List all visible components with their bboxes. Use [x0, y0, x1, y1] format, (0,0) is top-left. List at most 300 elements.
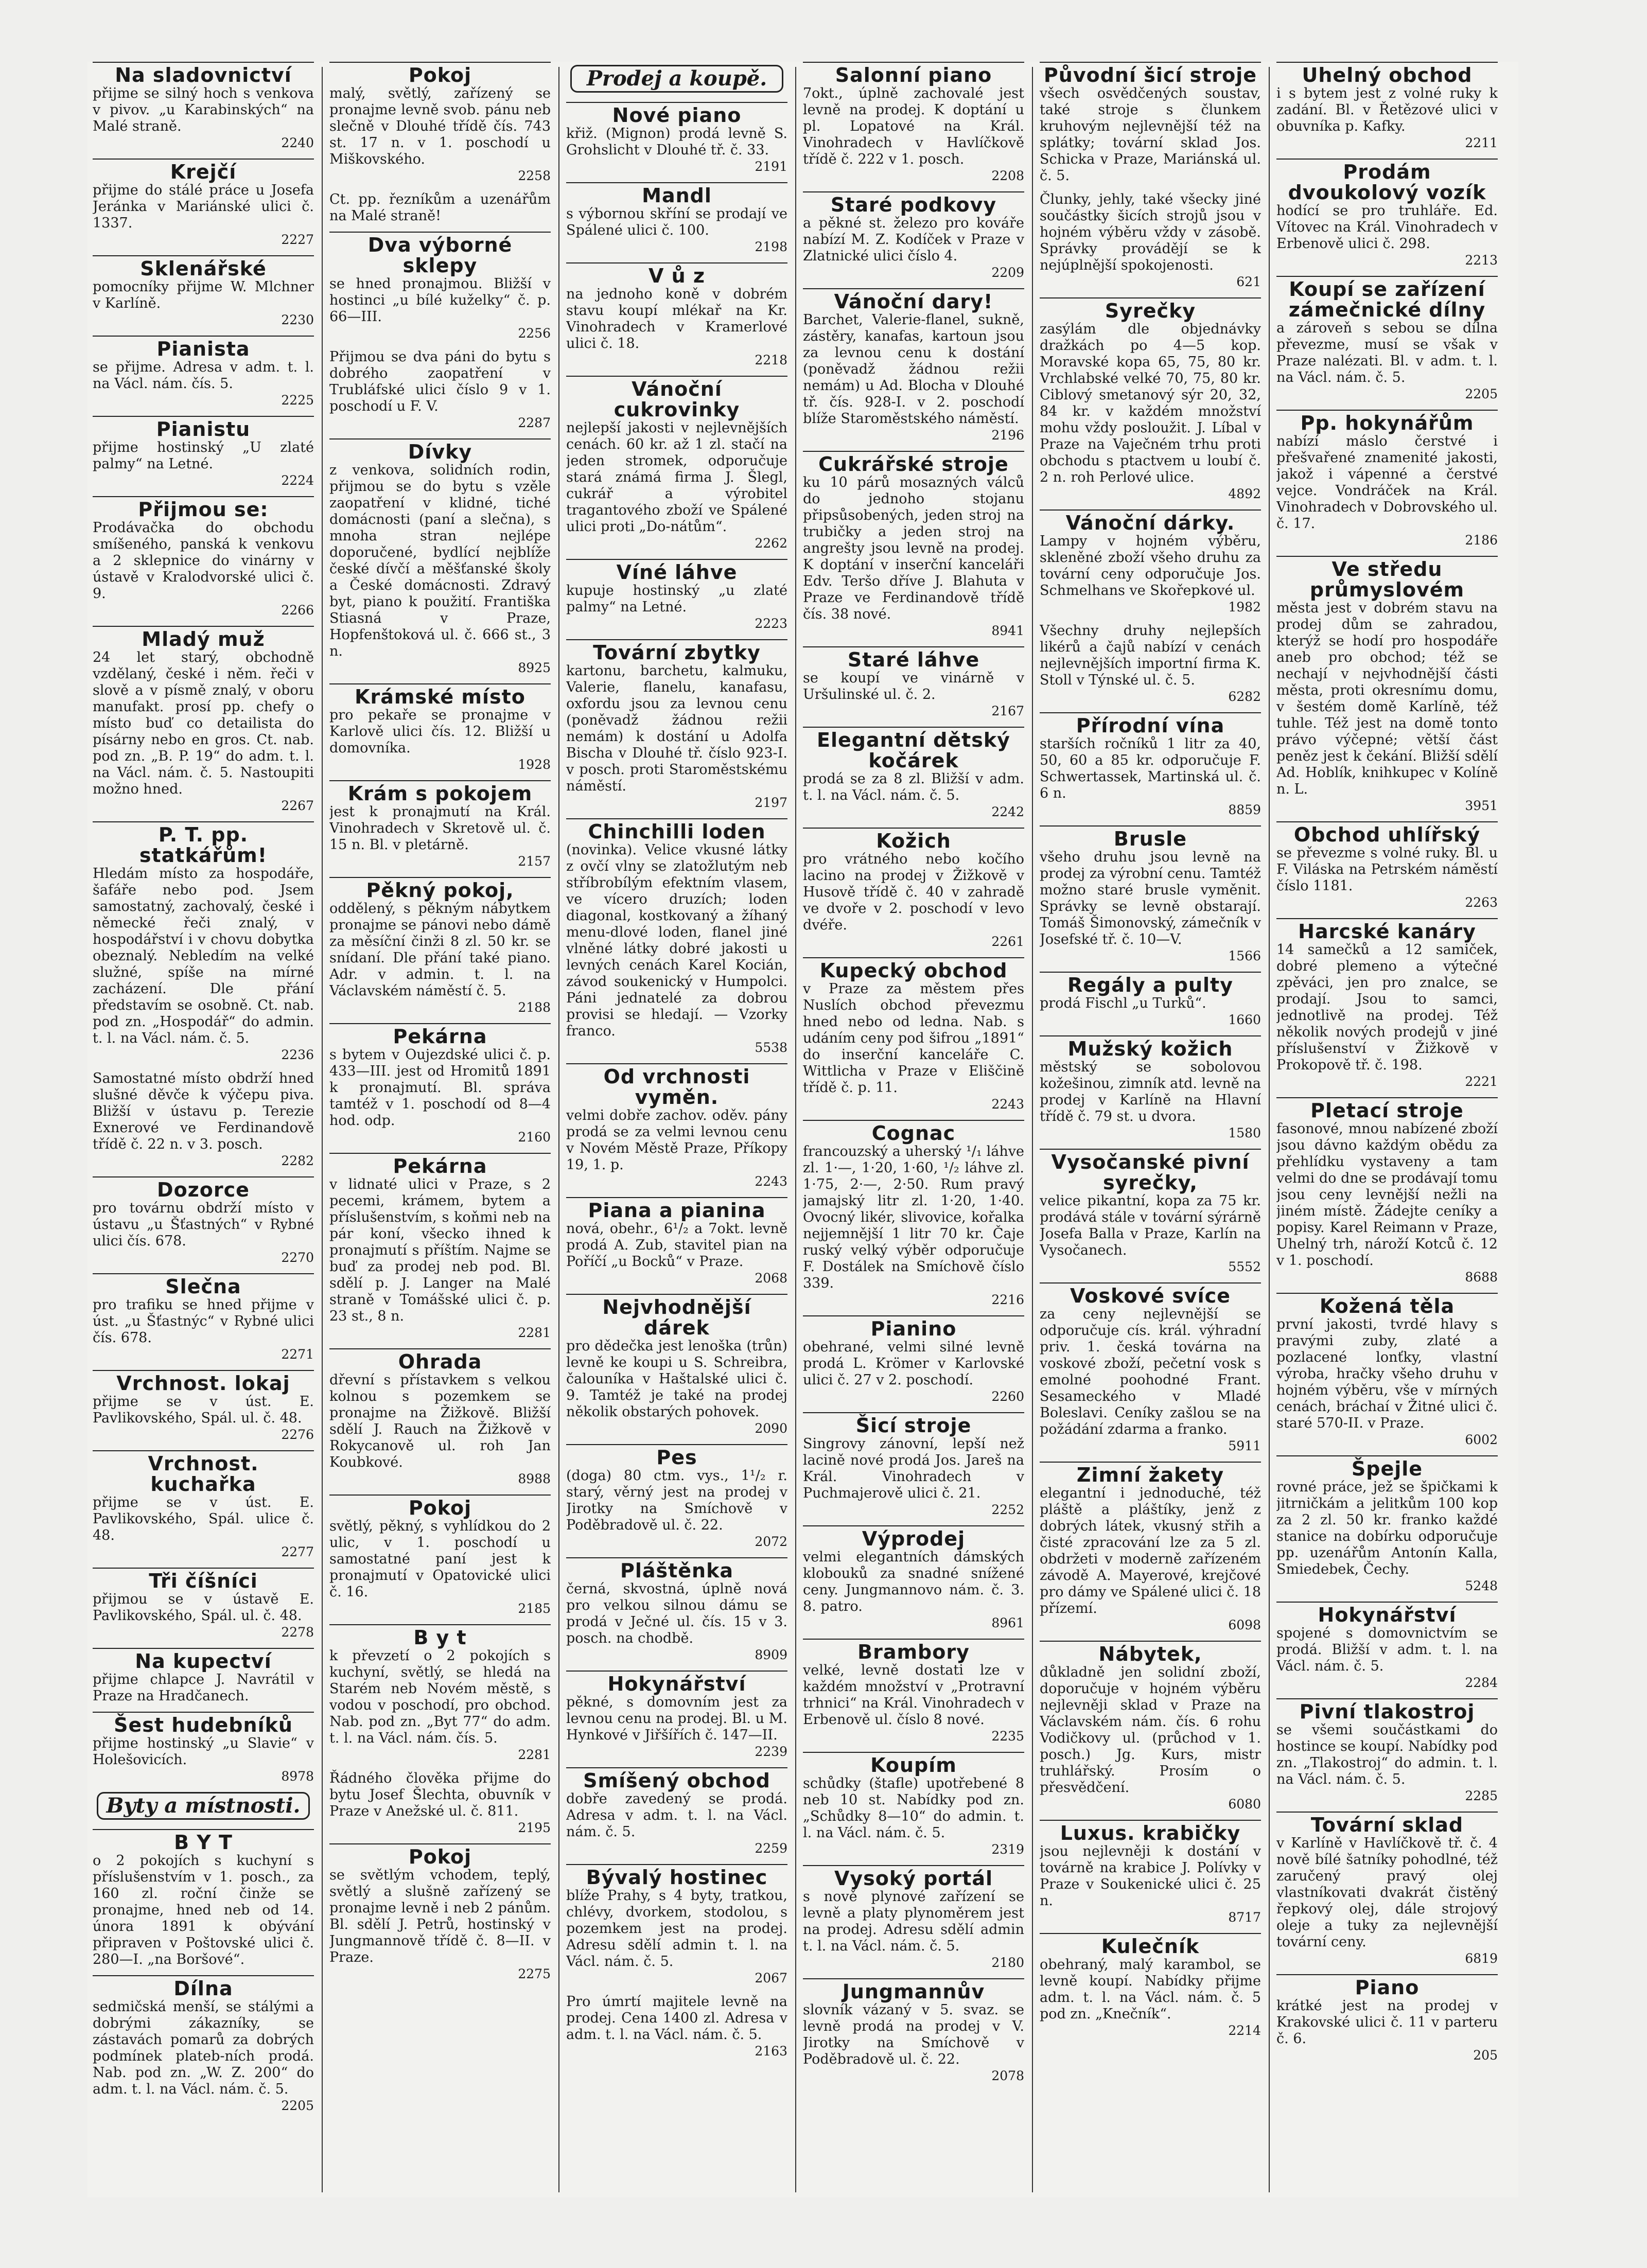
classified-ad — [803, 1525, 1024, 1631]
ad-body: pro trafiku se hned přijme v úst. „u Šťastnýc“ v Rybné ulici čís. 678. — [93, 1297, 314, 1346]
ad-number: 2078 — [991, 2068, 1024, 2083]
classified-ad — [93, 159, 314, 248]
ad-heading: Dílna — [93, 1975, 314, 1999]
classified-ad — [93, 1176, 314, 1266]
ad-body: Barchet, Valerie-flanel, sukně, zástěry, kanafas, kartoun jsou za levnou cenu k dostání (poněvadž žádnou režii nemám) u Ad. Blocha v Dlouhé tř. čís. 928-I. v 2. poschodí blíže Staroměstského náměstí. — [803, 312, 1024, 427]
classified-ad — [329, 1348, 551, 1487]
ad-body: (doga) 80 ctm. vys., 1¹/₂ r. starý, věrný jest na prodej v Jirotky na Smíchově v Poděbradově ul. č. 22. — [566, 1468, 787, 1533]
ad-heading: Krámské místo — [329, 683, 551, 707]
ad-number: 2180 — [991, 1955, 1024, 1970]
ad-heading: Krejčí — [93, 159, 314, 182]
classified-ad — [329, 877, 551, 1016]
ad-number: 2281 — [518, 1747, 551, 1762]
ad-number: 2227 — [281, 232, 314, 247]
ad-number: 2281 — [518, 1325, 551, 1340]
ad-number: 2068 — [755, 1271, 787, 1286]
ad-heading: Pianista — [93, 336, 314, 359]
ad-body: Singrovy zánovní, lepší než lacině nové prodá Jos. Jareš na Král. Vinohradech v Puchmajerově ulici č. 21. — [803, 1436, 1024, 1501]
classified-ad — [803, 1639, 1024, 1745]
ad-heading: Harcské kanáry — [1276, 918, 1498, 942]
classified-ad — [329, 1153, 551, 1341]
ad-body: křiž. (Mignon) prodá levně S. Grohslicht v Dlouhé tř. č. 33. — [566, 126, 787, 158]
ad-number: 2072 — [755, 1534, 787, 1549]
classified-ad — [1040, 1820, 1261, 1926]
classified-ad — [93, 62, 314, 151]
ad-body: nabízí máslo čerstvé i přešvařené znamenité jakosti, jakož i vápenné a čerstvé vejce. Vondráček na Král. Vinohradech v Dobrovského ul. č. 17. — [1276, 433, 1498, 532]
ad-body: města jest v dobrém stavu na prodej dům se zahradou, kterýž se hodí pro hospodáře aneb pro obchod; též se nechají v nejvhodnější části města, proti okresnímu domu, v šestém domě Karlíně, též tuhle. Též jest na domě tonto právo výčepné; větší část peněz jest k čekání. Bližší sdělí Ad. Hoblík, knihkupec v Kolíně n. L. — [1276, 600, 1498, 797]
ad-number: 2188 — [518, 1000, 551, 1015]
classified-ad — [329, 1770, 551, 1836]
classified-ad — [1276, 1097, 1498, 1286]
classified-ad — [566, 1557, 787, 1663]
ad-heading: Na sladovnictví — [93, 62, 314, 85]
ad-heading: Vánoční cukrovinky — [566, 376, 787, 420]
ad-heading: Pp. hokynářům — [1276, 410, 1498, 433]
ad-heading: Bývalý hostinec — [566, 1864, 787, 1888]
ad-heading: Sklenářské — [93, 255, 314, 279]
ad-heading: Ohrada — [329, 1348, 551, 1372]
ad-number: 2242 — [991, 804, 1024, 819]
ad-heading: V ů z — [566, 262, 787, 286]
ad-heading: Vysočanské pivní syrečky, — [1040, 1149, 1261, 1193]
ad-number: 5248 — [1465, 1578, 1498, 1593]
ad-heading: Mladý muž — [93, 626, 314, 649]
ad-number: 1566 — [1228, 948, 1261, 963]
ad-number: 2225 — [281, 393, 314, 408]
ad-heading: P. T. pp. statkářům! — [93, 821, 314, 866]
classified-ad — [803, 62, 1024, 184]
ad-body: obehraný, malý karambol, se levně koupí. Nabídky přijme adm. t. l. na Václ. nám. č. 5 pod zn. „Knečník“. — [1040, 1957, 1261, 2022]
ad-number: 2267 — [281, 798, 314, 813]
ad-number: 2195 — [518, 1820, 551, 1835]
ad-number: 2239 — [755, 1744, 787, 1759]
ad-body: se světlým vchodem, teplý, světlý a slušně zařízený se pronajme levně i neb 2 pánům. Bl. sdělí J. Petrů, hostinský v Jungmannově třídě č. 8—II. v Praze. — [329, 1867, 551, 1965]
classified-ad — [566, 1864, 787, 1986]
ad-number: 2277 — [281, 1544, 314, 1559]
ad-heading: Tovární zbytky — [566, 639, 787, 663]
classified-ad — [566, 1994, 787, 2060]
classified-ad — [1276, 1974, 1498, 2064]
ad-heading: Luxus. krabičky — [1040, 1820, 1261, 1843]
ad-number: 2285 — [1465, 1788, 1498, 1803]
ad-body: pro pekaře se pronajme v Karlově ulici čís. 12. Bližší u domovníka. — [329, 707, 551, 756]
classified-ad — [93, 1712, 314, 1785]
ad-body: obehrané, velmi silné levně prodá L. Krömer v Karlovské ulici č. 27 v 2. poschodí. — [803, 1339, 1024, 1388]
ad-heading: Uhelný obchod — [1276, 62, 1498, 85]
ad-heading: Pianistu — [93, 416, 314, 439]
ad-heading: Prodám dvoukolový vozík — [1276, 159, 1498, 203]
classified-ad — [93, 255, 314, 328]
column-rule — [322, 67, 323, 2192]
ad-number: 2185 — [518, 1601, 551, 1616]
ad-heading: Pianino — [803, 1315, 1024, 1339]
ad-number: 8717 — [1228, 1910, 1261, 1925]
ad-number: 2205 — [281, 2098, 314, 2113]
column-4 — [803, 62, 1024, 2197]
ad-number: 2252 — [991, 1502, 1024, 1517]
ad-heading: Cognac — [803, 1120, 1024, 1144]
ad-heading: Smíšený obchod — [566, 1767, 787, 1791]
ad-heading: Piana a pianina — [566, 1197, 787, 1221]
classified-ad — [93, 416, 314, 489]
classified-ad — [566, 1767, 787, 1857]
ad-heading: Mandl — [566, 182, 787, 206]
ad-heading: Krám s pokojem — [329, 780, 551, 804]
classified-ad — [566, 818, 787, 1056]
ad-heading: Jungmannův — [803, 1978, 1024, 2002]
ad-number: 2284 — [1465, 1675, 1498, 1690]
ad-body: o 2 pokojích s kuchyní s příslušenstvím v 1. posch., za 160 zl. roční činže se pronajme, hned neb od 14. února 1891 k obývání připraven v Poštovské ulici č. 280—I. „na Boršové“. — [93, 1853, 314, 1967]
classified-ad — [329, 1843, 551, 1982]
ad-heading: Nejvhodnější dárek — [566, 1294, 787, 1338]
ad-body: sedmičská menší, se stálými a dobrými zákazníky, se zástavách pomarů za dobrých podmínek plateb-ních prodá. Nab. pod zn. „W. Z. 200“ do adm. t. l. na Václ. nám. č. 5. — [93, 1999, 314, 2097]
ad-heading: Od vrchnosti vyměn. — [566, 1063, 787, 1107]
classified-ad — [93, 1273, 314, 1363]
ad-heading: Původní šicí stroje — [1040, 62, 1261, 85]
ad-number: 8941 — [991, 623, 1024, 638]
ad-heading: Tři číšníci — [93, 1568, 314, 1591]
classified-ad — [1276, 159, 1498, 269]
ad-number: 2235 — [991, 1729, 1024, 1744]
ad-number: 2243 — [755, 1174, 787, 1189]
ad-body: přijme chlapce J. Navrátil v Praze na Hradčanech. — [93, 1672, 314, 1704]
ad-number: 2230 — [281, 312, 314, 327]
ad-body: v Karlíně v Havlíčkově tř. č. 4 nově bílé šatníky pohodlné, též zaručený pravý olej vlastníkovati dvakrát čistěný řepkový olej, dále strojový oleje a tuky za nejlevnější tovární ceny. — [1276, 1835, 1498, 1950]
ad-number: 1982 — [1228, 600, 1261, 614]
ad-body: Pro úmrtí majitele levně na prodej. Cena 1400 zl. Adresa v adm. t. l. na Václ. nám. č. 5. — [566, 1994, 787, 2043]
ad-heading: Ve středu průmyslovém — [1276, 556, 1498, 600]
classified-ad — [1276, 410, 1498, 549]
ad-number: 2276 — [281, 1427, 314, 1442]
ad-heading: Dozorce — [93, 1176, 314, 1200]
ad-heading: Staré podkovy — [803, 191, 1024, 215]
ad-body: pěkné, s domovním jest za levnou cenu na prodej. Bl. u M. Hynkové v Jiřšířích č. 147—II. — [566, 1694, 787, 1743]
column-5 — [1040, 62, 1261, 2197]
ad-body: kupuje hostinský „u zlaté palmy“ na Letné. — [566, 583, 787, 615]
ad-number: 2197 — [755, 795, 787, 810]
ad-body: velmi dobře zachov. oděv. pány prodá se za velmi levnou cenu v Novém Městě Praze, Příkopy 19, 1. p. — [566, 1107, 787, 1173]
ad-number: 2240 — [281, 135, 314, 150]
ad-number: 2259 — [755, 1841, 787, 1856]
classified-ad — [1040, 825, 1261, 964]
classified-ad — [93, 1975, 314, 2114]
ad-body: přijme do stálé práce u Josefa Jeránka v Mariánské ulici č. 1337. — [93, 182, 314, 231]
ad-heading: B y t — [329, 1624, 551, 1648]
ad-body: se hned pronajmou. Bližší v hostinci „u bílé kuželky“ č. p. 66—III. — [329, 276, 551, 325]
ad-body: první jakosti, tvrdé hlavy s pravými zuby, zlaté a pozlacené lonťky, vlastní výroba, hračky všeho druhu v hojném výběru, vše v mírných cenách, bráchaí v Žitné ulici č. staré 570-II. v Praze. — [1276, 1316, 1498, 1431]
ad-body: 7okt., úplně zachovalé jest levně na prodej. K doptání u pl. Lopatové na Král. Vinohradech v Havlíčkově třídě č. 222 v 1. posch. — [803, 85, 1024, 167]
ad-body: Řádného člověka přijme do bytu Josef Šlechta, obuvník v Praze v Anežské ul. č. 811. — [329, 1770, 551, 1819]
ad-body: na jednoho koně v dobrém stavu koupí mlékař na Kr. Vinohradech v Kramerlové ulici č. 18. — [566, 286, 787, 351]
ad-body: jest k pronajmutí na Král. Vinohradech v Skretově ul. č. 15 n. Bl. v pletárně. — [329, 804, 551, 853]
ad-number: 2223 — [755, 616, 787, 631]
classified-ad — [566, 182, 787, 255]
classified-ad — [803, 288, 1024, 444]
ad-heading: Zimní žakety — [1040, 1462, 1261, 1485]
classified-ad — [1040, 1282, 1261, 1454]
classified-ad — [329, 191, 551, 224]
ad-body: velice pikantní, kopa za 75 kr. prodává stále v tovární sýrárně Josefa Balla v Praze, Karlín na Vysočanech. — [1040, 1193, 1261, 1258]
ad-heading: Dva výborné sklepy — [329, 232, 551, 276]
ad-body: Lampy v hojném výběru, skleněné zboží všeho druhu za tovární ceny odporučuje Jos. Schmelhans ve Skořepkové ul. — [1040, 533, 1261, 599]
ad-number: 205 — [1473, 2048, 1498, 2063]
classified-ad — [1040, 1933, 1261, 2039]
classified-ad — [93, 1829, 314, 1968]
ad-heading: Kožich — [803, 828, 1024, 851]
ad-number: 2167 — [991, 704, 1024, 718]
ad-body: přijme hostinský „U zlaté palmy“ na Letné. — [93, 439, 314, 472]
ad-body: přijme se v úst. E. Pavlikovského, Spál. ul. č. 48. — [93, 1394, 314, 1426]
ad-number: 6002 — [1465, 1432, 1498, 1447]
ad-heading: Vrchnost. kuchařka — [93, 1450, 314, 1495]
classified-ad — [803, 191, 1024, 281]
ad-number: 2287 — [518, 415, 551, 430]
ad-body: nová, obehr., 6¹/₂ a 7okt. levně prodá A. Zub, stavitel pian na Poříčí „u Bocků“ v Praze. — [566, 1221, 787, 1270]
ad-body: 24 let starý, obchodně vzdělaný, české i něm. řeči v slově a v písmě znalý, v oboru manufakt. prosí pp. chefy o místo buď co detailista do písárny nebo en gros. Ct. nab. pod zn. „B. P. 19“ do adm. t. l. na Václ. nám. č. 5. Nastoupiti možno hned. — [93, 649, 314, 797]
column-rule — [795, 67, 796, 2192]
ad-number: 2261 — [991, 934, 1024, 949]
ad-body: spojené s domovnictvím se prodá. Bližší v adm. t. l. na Václ. nám. č. 5. — [1276, 1625, 1498, 1674]
ad-number: 2214 — [1228, 2023, 1261, 2038]
classified-ad — [803, 1865, 1024, 1971]
classified-ad — [93, 1070, 314, 1169]
ad-body: přijme se silný hoch s venkova v pivov. „u Karabinských“ na Malé straně. — [93, 85, 314, 134]
ad-heading: Pekárna — [329, 1023, 551, 1047]
ad-heading: B Y T — [93, 1829, 314, 1853]
classified-ad — [566, 1444, 787, 1550]
classified-ad — [566, 262, 787, 368]
classified-ad — [1040, 191, 1261, 290]
ad-body: černá, skvostná, úplně nová pro velkou silnou dámu se prodá v Ječné ul. čís. 15 v 3. posch. na chodbě. — [566, 1581, 787, 1646]
ad-heading: Obchod uhlířský — [1276, 821, 1498, 845]
ad-body: velmi elegantních dámských klobouků za snadné snížené ceny. Jungmannovo nám. č. 3. 8. patro. — [803, 1549, 1024, 1614]
classified-ad — [1040, 297, 1261, 502]
classified-ad — [329, 683, 551, 773]
ad-body: (novinka). Velice vkusné látky z ovčí vlny se zlatožlutým neb stříbrobílým efektním vlasem, ve vícero druzích; loden diagonal, kostkovaný a žíhaný menu-dlové loden, flanel jiné vlněné látky dobré jakosti u levných cenách Karel Kocián, závod soukenický v Humpolci. Páni jednatelé za dobrou provisi se hledají. — Vzorky franco. — [566, 842, 787, 1039]
ad-number: 8909 — [755, 1647, 787, 1662]
classified-ad — [803, 1412, 1024, 1518]
ad-body: přijme hostinský „u Slavie“ v Holešovicích. — [93, 1735, 314, 1768]
classified-ad — [566, 102, 787, 175]
ad-body: pro dědečka jest lenoška (trůn) levně ke koupi u S. Schreibra, čalouníka v Haštalské ulici č. 9. Tamtéž je také na prodej několik obstarých pohovek. — [566, 1338, 787, 1420]
ad-number: 2275 — [518, 1966, 551, 1981]
ad-body: schůdky (štafle) upotřebené 8 neb 10 st. Nabídky pod zn. „Schůdky 8—10“ do admin. t. l. na Václ. nám. č. 5. — [803, 1775, 1024, 1841]
classified-ad — [566, 1671, 787, 1760]
ad-body: nejlepší jakosti v nejlevnějších cenách. 60 kr. až 1 zl. stačí na jeden stromek, odporučuje stará známá firma J. Šlegl, cukrář a výrobitel tragantového zboží ve Spálené ulici proti „Do-nátům“. — [566, 420, 787, 535]
classified-ad — [1040, 712, 1261, 818]
ad-body: hodící se pro truhláře. Ed. Vítovec na Král. Vinohradech v Erbenově ulici č. 298. — [1276, 203, 1498, 252]
ad-number: 2282 — [281, 1153, 314, 1168]
classified-ad — [93, 821, 314, 1063]
ad-heading: Pokoj — [329, 1843, 551, 1867]
classified-ad — [803, 1315, 1024, 1405]
ad-number: 5538 — [755, 1040, 787, 1055]
classified-ad — [93, 336, 314, 409]
section-heading: Prodej a koupě. — [570, 65, 783, 93]
ad-number: 2278 — [281, 1625, 314, 1640]
ad-heading: Dívky — [329, 438, 551, 462]
ad-heading: Koupím — [803, 1752, 1024, 1775]
ad-heading: Pes — [566, 1444, 787, 1468]
ad-heading: Šicí stroje — [803, 1412, 1024, 1436]
classified-ad — [1276, 1293, 1498, 1448]
ad-heading: Brusle — [1040, 825, 1261, 849]
ad-number: 1928 — [518, 757, 551, 772]
classified-ad — [93, 1568, 314, 1641]
ad-body: francouzský a uherský ¹/₁ láhve zl. 1·—, 1·20, 1·60, ¹/₂ láhve zl. 1·75, 2·—, 2·50. Rum pravý jamajský litr zl. 1·20, 1·40. Ovocný likér, slivovice, kořalka nejjemnější 1 litr 70 kr. Čaje ruský velký výběr odporučuje F. Dostálek na Smíchově číslo 339. — [803, 1144, 1024, 1291]
ad-heading: Přírodní vína — [1040, 712, 1261, 736]
ad-body: starších ročníků 1 litr za 40, 50, 60 a 85 kr. odporučuje F. Schwertassek, Martinská ul. č. 6 n. — [1040, 736, 1261, 801]
classified-ad — [1040, 62, 1261, 184]
classified-ad — [329, 1023, 551, 1146]
classified-ad — [93, 1370, 314, 1443]
ad-body: všeho druhu jsou levně na prodej za výrobní cenu. Tamtéž možno staré brusle vyměnit. Správky se levně obstarají. Tomáš Šimonovský, zámečník v Josefské tř. č. 10—V. — [1040, 849, 1261, 947]
ad-body: důkladně jen solidní zboží, doporučuje v hojném výběru nejlevněji sklad v Praze na Václavském nám. čís. 6 rohu Vodičkovy ul. (průchod v 1. posch.) Jg. Kurs, mistr truhlářský. Prosím o přesvědčení. — [1040, 1664, 1261, 1796]
ad-body: pomocníky přijme W. Mlchner v Karlíně. — [93, 279, 314, 311]
ad-number: 2218 — [755, 353, 787, 367]
ad-heading: Regály a pulty — [1040, 972, 1261, 995]
classified-ad — [803, 727, 1024, 820]
newspaper-page — [87, 62, 1518, 2197]
classified-ad — [93, 496, 314, 619]
ad-heading: Pokoj — [329, 1495, 551, 1518]
classified-ad — [1276, 276, 1498, 402]
ad-body: blíže Prahy, s 4 byty, tratkou, chlévy, dvorkem, stodolou, s pozemkem jest na prodej. Adresu sdělí admin t. l. na Václ. nám. č. 5. — [566, 1888, 787, 1970]
ad-body: se převezme s volné ruky. Bl. u F. Viláska na Petrském náměstí číslo 1181. — [1276, 845, 1498, 894]
ad-body: s nově plynové zařízení se levně a platy plynoměrem jest na prodej. Adresu sdělí admin t. l. na Václ. nám. č. 5. — [803, 1889, 1024, 1954]
ad-number: 8978 — [281, 1769, 314, 1784]
ad-heading: Pěkný pokoj, — [329, 877, 551, 901]
ad-number: 2157 — [518, 854, 551, 869]
ad-heading: Koupí se zařízení zámečnické dílny — [1276, 276, 1498, 320]
ad-heading: Mužský kožich — [1040, 1035, 1261, 1059]
ad-body: Všechny druhy nejlepších likérů a čajů nabízí v cenách nejlevnějších importní firma K. Stoll v Týnské ul. č. 5. — [1040, 623, 1261, 688]
ad-body: přijmou se v ústavě E. Pavlikovského, Spál. ul. č. 48. — [93, 1591, 314, 1624]
classified-ad — [93, 1450, 314, 1560]
ad-number: 2186 — [1465, 533, 1498, 548]
ad-heading: Salonní piano — [803, 62, 1024, 85]
ad-number: 2196 — [991, 428, 1024, 443]
ad-heading: Přijmou se: — [93, 496, 314, 520]
column-rule — [1032, 67, 1033, 2192]
classified-ad — [329, 62, 551, 184]
ad-number: 3951 — [1465, 798, 1498, 813]
classified-ad — [803, 646, 1024, 719]
ad-body: se všemi součástkami do hostince se koupí. Nabídky pod zn. „Tlakostroj“ do admin. t. l. na Václ. nám. č. 5. — [1276, 1722, 1498, 1787]
classified-ad — [566, 1063, 787, 1190]
ad-body: k převzetí o 2 pokojích s kuchyní, světlý, se hledá na Starém neb Novém městě, s vodou v poschodí, pro obchod. Nab. pod zn. „Byt 77“ do adm. t. l. na Václ. nám. čís. 5. — [329, 1648, 551, 1746]
ad-heading: Pláštěnka — [566, 1557, 787, 1581]
ad-body: Prodávačka do obchodu smíšeného, panská k venkovu a 2 sklepnice do vinárny v ústavě v Kralodvorské ulici č. 9. — [93, 520, 314, 602]
column-6 — [1276, 62, 1498, 2197]
ad-number: 8961 — [991, 1615, 1024, 1630]
ad-number: 2090 — [755, 1421, 787, 1436]
classified-ad — [329, 232, 551, 342]
ad-heading: Nové piano — [566, 102, 787, 126]
classified-ad — [1040, 972, 1261, 1028]
ad-number: 8859 — [1228, 802, 1261, 817]
ad-heading: Kupecký obchod — [803, 957, 1024, 981]
ad-number: 2319 — [991, 1842, 1024, 1857]
ad-number: 2213 — [1465, 253, 1498, 268]
ad-heading: Cukrářské stroje — [803, 451, 1024, 474]
column-3 — [566, 62, 787, 2197]
ad-body: pro továrnu obdrží místo v ústavu „u Šťastných“ v Rybné ulici čís. 678. — [93, 1200, 314, 1249]
ad-number: 2205 — [1465, 386, 1498, 401]
ad-heading: Nábytek, — [1040, 1641, 1261, 1664]
ad-body: v Praze za městem přes Nuslích obchod převezmu hned nebo od ledna. Nab. s udáním ceny pod šifrou „1891“ do inserční kanceláře C. Wittlicha v Praze v Eliščině třídě č. p. 11. — [803, 981, 1024, 1096]
classified-ad — [329, 1495, 551, 1617]
ad-number: 6282 — [1228, 689, 1261, 704]
section-heading: Byty a místnosti. — [97, 1792, 310, 1820]
ad-heading: Staré láhve — [803, 646, 1024, 670]
ad-number: 2260 — [991, 1389, 1024, 1404]
ad-number: 8988 — [518, 1471, 551, 1486]
ad-body: prodá Fischl „u Turků“. — [1040, 995, 1206, 1011]
ad-number: 2211 — [1465, 135, 1498, 150]
classified-ad — [1276, 821, 1498, 911]
ad-body: elegantní i jednoduché, též pláště a pláštíky, jenž z dobrých látek, vkusný střih a čisté zpracování lze za 5 zl. obdržeti v moderně zařízeném závodě A. Mayerové, krejčové pro dámy ve Spálené ulici č. 18 přízemí. — [1040, 1485, 1261, 1616]
ad-number: 2067 — [755, 1971, 787, 1985]
classified-ad — [803, 957, 1024, 1113]
classified-ad — [1040, 1641, 1261, 1813]
ad-body: za ceny nejlevnější se odporučuje cís. král. výhradní priv. 1. česká továrna na voskové zboží, pečetní vosk s emolné poohodné Frant. Sesameckého v Mladé Boleslavi. Ceníky zašlou se na požádání zdarma a franko. — [1040, 1306, 1261, 1437]
ad-heading: Tovární sklad — [1276, 1812, 1498, 1835]
ad-number: 2216 — [991, 1292, 1024, 1307]
column-rule — [558, 67, 559, 2192]
ad-body: a zároveň s sebou se dílna převezme, musí se však v Praze nalézati. Bl. v adm. t. l. na Václ. nám. č. 5. — [1276, 320, 1498, 385]
ad-heading: Voskové svíce — [1040, 1282, 1261, 1306]
ad-body: i s bytem jest z volné ruky k zadání. Bl. v Řetězové ulici v obuvníka p. Kafky. — [1276, 85, 1498, 134]
classified-ad — [329, 349, 551, 431]
classified-ad — [1040, 1149, 1261, 1275]
ad-body: se koupí ve vinárně v Uršulinské ul. č. 2. — [803, 670, 1024, 702]
ad-number: 2263 — [1465, 895, 1498, 910]
ad-number: 8688 — [1465, 1270, 1498, 1285]
classified-ad — [1276, 1602, 1498, 1691]
ad-body: velké, levně dostati lze v každém množství v „Protravní trhnici“ na Král. Vinohradech v Erbenově ul. číslo 8 nové. — [803, 1662, 1024, 1728]
ad-body: kartonu, barchetu, kalmuku, Valerie, flanelu, kanafasu, oxfordu jsou za levnou cenu (poněvadž žádnou režii nemám) k dostání u Adolfa Bischa v Dlouhé tř. číslo 923-I. v posch. proti Staroměstskému náměstí. — [566, 663, 787, 794]
ad-body: malý, světlý, zařízený se pronajme levně svob. pánu neb slečně v Dlouhé třídě čís. 743 st. 17 n. v 1. poschodí u Miškovského. — [329, 85, 551, 167]
classified-ad — [566, 639, 787, 811]
classified-ad — [566, 1197, 787, 1287]
ad-number: 6819 — [1465, 1951, 1498, 1966]
classified-ad — [329, 1624, 551, 1763]
ad-number: 621 — [1236, 274, 1261, 289]
classified-ad — [803, 1978, 1024, 2084]
classified-ad — [329, 438, 551, 676]
classified-ad — [1276, 1455, 1498, 1594]
ad-number: 6098 — [1228, 1618, 1261, 1632]
ad-number: 2224 — [281, 473, 314, 488]
ad-body: Samostatné místo obdrží hned slušné děvče k výčepu piva. Bližší v ústavu p. Terezie Exnerové ve Ferdinandově třídě č. 22 n. v 3. posch. — [93, 1070, 314, 1152]
ad-number: 2270 — [281, 1250, 314, 1265]
classified-ad — [803, 1120, 1024, 1308]
ad-heading: Pekárna — [329, 1153, 551, 1176]
ad-body: dřevní s přístavkem s velkou kolnou s pozemkem se pronajme na Žižkově. Bližší sdělí J. Rauch na Žižkově v Rokycanově ul. roh Jan Koubkové. — [329, 1372, 551, 1470]
ad-number: 5911 — [1228, 1438, 1261, 1453]
ad-body: ku 10 párů mosazných válců do jednoho stojanu připsůsobených, jeden stroj na trubičky a jeden stroj na angrešty jsou levně na prodej. K doptání v inserční kanceláři Edv. Teršo dříve J. Blahuta v Praze ve Ferdinandově třídě čís. 38 nové. — [803, 474, 1024, 622]
ad-body: přijme se v úst. E. Pavlikovského, Spál. ulice č. 48. — [93, 1495, 314, 1543]
ad-heading: Chinchilli loden — [566, 818, 787, 842]
ad-heading: Kulečník — [1040, 1933, 1261, 1957]
ad-body: z venkova, solidních rodin, přijmou se do bytu s vzěle zaopatření v klidné, tiché domácnosti (paní a slečna), s mnoha stran nejlépe doporučené, bydlící nejblíže české dívčí a měšťanské školy a České domácnosti. Zdravý byt, piano k použití. Františka Stiasná v Praze, Hopfenštoková ul. č. 666 st., 3 n. — [329, 462, 551, 659]
classified-ad — [566, 376, 787, 552]
ad-heading: Vysoký portál — [803, 1865, 1024, 1889]
column-2 — [329, 62, 551, 2197]
ad-number: 2160 — [518, 1130, 551, 1145]
ad-heading: Na kupectví — [93, 1648, 314, 1672]
